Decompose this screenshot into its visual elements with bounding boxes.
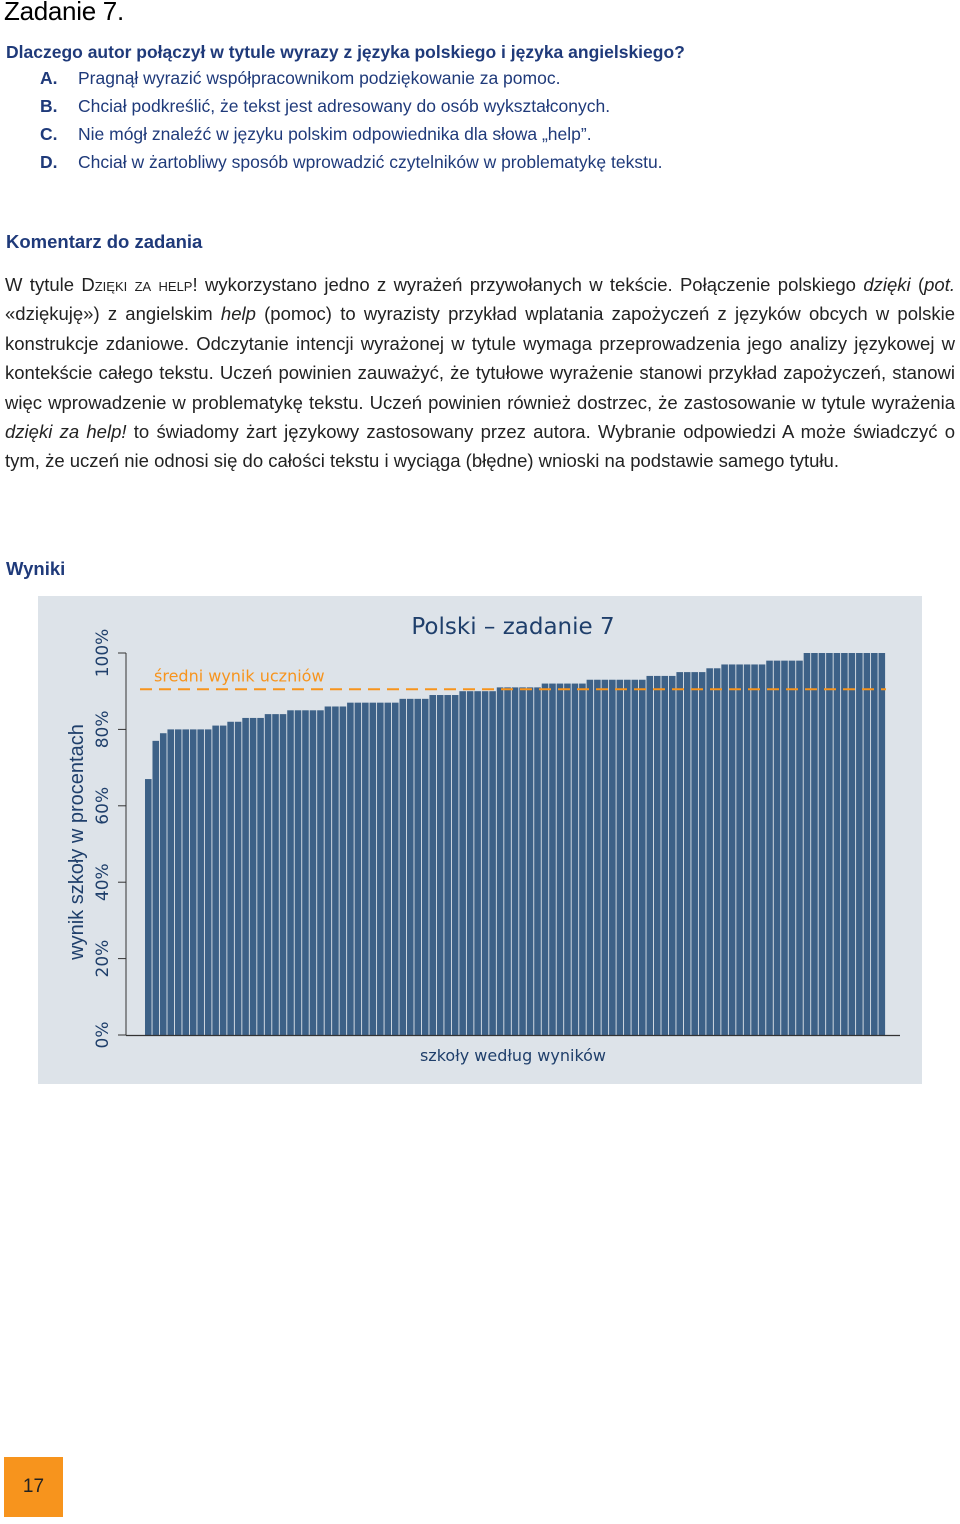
bar xyxy=(257,718,264,1035)
bar xyxy=(542,684,549,1035)
bar xyxy=(489,691,496,1035)
bar xyxy=(826,653,833,1035)
bar xyxy=(639,680,646,1035)
bar xyxy=(504,687,511,1035)
bar xyxy=(317,710,324,1035)
bar xyxy=(856,653,863,1035)
bar xyxy=(676,672,683,1035)
bar xyxy=(482,691,489,1035)
bar xyxy=(729,664,736,1035)
bar xyxy=(392,703,399,1035)
bar xyxy=(280,714,287,1035)
bar xyxy=(474,691,481,1035)
x-axis-label: szkoły według wyników xyxy=(419,1046,607,1065)
y-tick-label: 60% xyxy=(93,786,113,825)
bar xyxy=(377,703,384,1035)
y-axis xyxy=(93,629,126,1049)
bar xyxy=(609,680,616,1035)
bar xyxy=(834,653,841,1035)
term-pot: pot. xyxy=(924,274,955,295)
bar xyxy=(160,733,167,1035)
term-help: help xyxy=(220,303,256,325)
bar xyxy=(399,699,406,1035)
bar xyxy=(422,699,429,1035)
bar xyxy=(736,664,743,1035)
chart-title: Polski – zadanie 7 xyxy=(411,614,615,640)
bar xyxy=(182,729,189,1035)
results-heading: Wyniki xyxy=(6,558,66,579)
bar xyxy=(632,680,639,1035)
bar xyxy=(654,676,661,1035)
bar xyxy=(265,714,272,1035)
bar xyxy=(167,729,174,1035)
bar xyxy=(362,703,369,1035)
bar xyxy=(534,687,541,1035)
bar xyxy=(205,729,212,1035)
bar xyxy=(332,706,339,1035)
bar xyxy=(437,695,444,1035)
bar xyxy=(759,664,766,1035)
term-dzieki-za-help: dzięki za help! xyxy=(5,421,127,443)
option-a xyxy=(40,66,663,94)
bar xyxy=(871,653,878,1035)
bar xyxy=(617,680,624,1035)
bar xyxy=(789,661,796,1035)
bar xyxy=(864,653,871,1035)
bar xyxy=(242,718,249,1035)
y-tick-label: 80% xyxy=(93,710,113,749)
bar xyxy=(684,672,691,1035)
comment-part: ( xyxy=(910,274,925,295)
bar xyxy=(355,703,362,1035)
y-tick-label: 0% xyxy=(93,1021,113,1049)
bar xyxy=(310,710,317,1035)
bar xyxy=(751,664,758,1035)
bar xyxy=(706,668,713,1035)
task-title: Zadanie 7. xyxy=(4,0,124,26)
bar xyxy=(347,703,354,1035)
title-phrase: Dzięki za help xyxy=(81,274,193,295)
bar xyxy=(152,741,159,1035)
page-number: 17 xyxy=(4,1457,63,1517)
bar xyxy=(661,676,668,1035)
comment-heading: Komentarz do zadania xyxy=(6,231,203,252)
bar xyxy=(744,664,751,1035)
y-tick-label: 40% xyxy=(93,863,113,902)
bar xyxy=(212,726,219,1035)
bar xyxy=(370,703,377,1035)
y-tick-label: 20% xyxy=(93,939,113,978)
bar xyxy=(325,706,332,1035)
option-text: Chciał podkreślić, że tekst jest adresowany do osób wykształconych. xyxy=(78,96,611,116)
bar xyxy=(414,699,421,1035)
bar xyxy=(879,653,886,1035)
bar xyxy=(557,684,564,1035)
answer-options xyxy=(40,66,663,178)
bar xyxy=(302,710,309,1035)
bar xyxy=(579,684,586,1035)
option-letter: D. xyxy=(40,152,58,172)
bar xyxy=(287,710,294,1035)
comment-part: ! wykorzystano jedno z wyrażeń przywołanych w tekście. Połączenie polskiego xyxy=(192,274,864,295)
option-text: Chciał w żartobliwy sposób wprowadzić czytelników w problematykę tekstu. xyxy=(78,152,663,172)
chart-svg xyxy=(38,596,922,1084)
bar xyxy=(587,680,594,1035)
bar xyxy=(295,710,302,1035)
option-text: Nie mógł znaleźć w języku polskim odpowiednika dla słowa „help”. xyxy=(78,124,592,144)
bar xyxy=(250,718,257,1035)
mean-label: średni wynik uczniów xyxy=(154,666,325,686)
bar xyxy=(594,680,601,1035)
bar xyxy=(849,653,856,1035)
term-dzieki: dzięki xyxy=(863,274,911,295)
comment-part: (pomoc) to wyrazisty przykład wplatania zapożyczeń z języków obcych w polskie konstrukcje zdaniowe. Odczytanie intencji wyrażonej w tytule wymaga przeprowadzenia jego analizy językowej w kontekście całego tekstu. Uczeń powinien zauważyć, że tytułowe wyrażenie stanowi przykład zapożyczeń, stanowi więc wprowadzenie w problematykę tekstu. Uczeń powinien również dostrzec, że zastosowanie w tytule wyrażenia xyxy=(5,303,955,413)
bar xyxy=(444,695,451,1035)
bar xyxy=(467,691,474,1035)
bar xyxy=(175,729,182,1035)
bar xyxy=(227,722,234,1035)
bar xyxy=(564,684,571,1035)
bar xyxy=(235,722,242,1035)
comment-part: W tytule xyxy=(5,274,82,295)
bar xyxy=(429,695,436,1035)
results-chart xyxy=(38,596,922,1084)
bar xyxy=(624,680,631,1035)
comment-part: «dziękuję») z angielskim xyxy=(5,303,221,325)
bar xyxy=(796,661,803,1035)
bar xyxy=(220,726,227,1035)
bar xyxy=(804,653,811,1035)
option-text: Pragnął wyrazić współpracownikom podziękowanie za pomoc. xyxy=(78,68,561,88)
bar xyxy=(602,680,609,1035)
option-d xyxy=(40,150,663,178)
bar xyxy=(841,653,848,1035)
option-letter: B. xyxy=(40,96,58,116)
bar xyxy=(819,653,826,1035)
bar xyxy=(385,703,392,1035)
option-letter: A. xyxy=(40,68,58,88)
bars-group xyxy=(145,653,885,1035)
bar xyxy=(527,687,534,1035)
y-tick-label: 100% xyxy=(93,628,113,678)
bar xyxy=(811,653,818,1035)
comment-part: to świadomy żart językowy zastosowany przez autora. Wybranie odpowiedzi A może świadczyć o tym, że uczeń nie odnosi się do całości tekstu i wyciąga (błędne) wnioski na podstawie samego tytułu. xyxy=(5,421,955,472)
option-b xyxy=(40,94,663,122)
bar xyxy=(512,687,519,1035)
question-text: Dlaczego autor połączył w tytule wyrazy z języka polskiego i języka angielskiego? xyxy=(6,42,685,62)
bar xyxy=(766,661,773,1035)
bar xyxy=(669,676,676,1035)
bar xyxy=(549,684,556,1035)
bar xyxy=(699,672,706,1035)
comment-paragraph xyxy=(5,270,955,476)
bar xyxy=(646,676,653,1035)
bar xyxy=(452,695,459,1035)
bar xyxy=(519,687,526,1035)
bar xyxy=(572,684,579,1035)
bar xyxy=(774,661,781,1035)
bar xyxy=(190,729,197,1035)
bar xyxy=(272,714,279,1035)
option-c xyxy=(40,122,663,150)
bar xyxy=(197,729,204,1035)
bar xyxy=(340,706,347,1035)
option-letter: C. xyxy=(40,124,58,144)
bar xyxy=(407,699,414,1035)
y-axis-label: wynik szkoły w procentach xyxy=(66,724,88,960)
bar xyxy=(721,664,728,1035)
bar xyxy=(459,691,466,1035)
bar xyxy=(497,687,504,1035)
bar xyxy=(691,672,698,1035)
bar xyxy=(714,668,721,1035)
bar xyxy=(145,779,152,1035)
bar xyxy=(781,661,788,1035)
